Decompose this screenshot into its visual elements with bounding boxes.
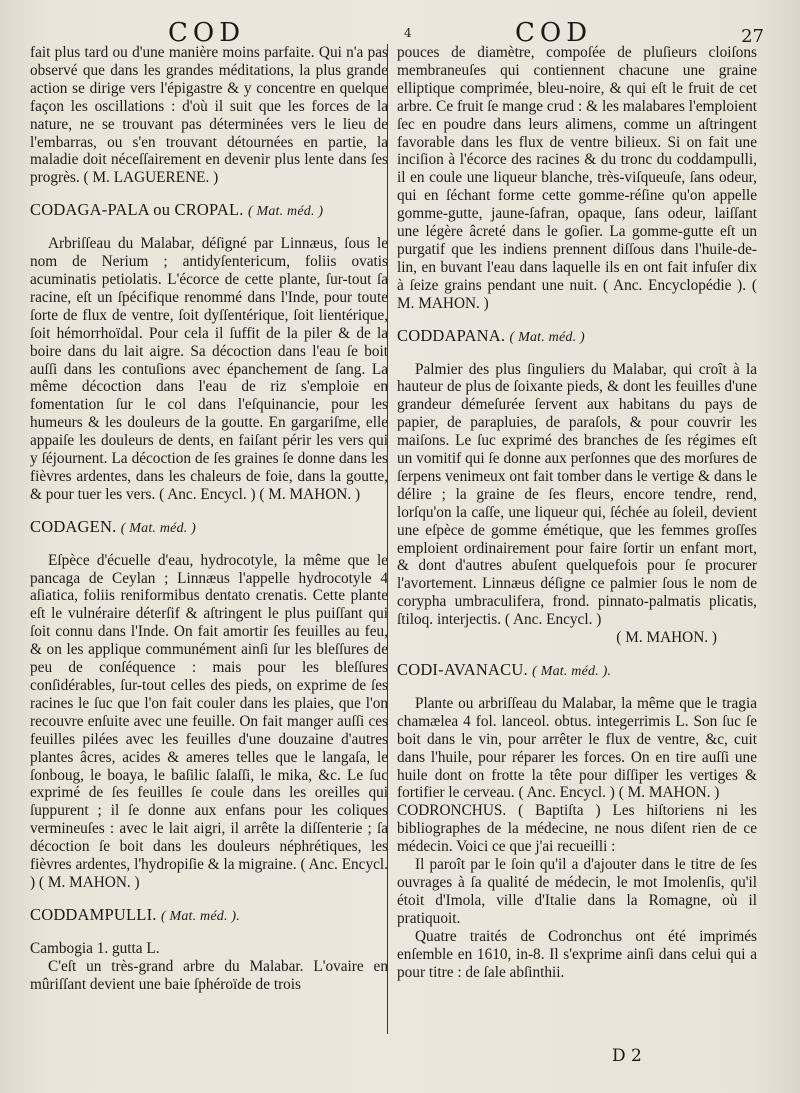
running-head-right: COD: [515, 18, 593, 48]
entry-heading: [397, 327, 757, 347]
entry-paragraph: Plante ou arbriſſeau du Malabar, la même que le tragia chamælea 4 fol. lanceol. obtus. integerrimis L. Son ſuc ſe boit dans le vin, pour arrêter le flux de ventre, &c, cuit dans l'huile, pour réparer les forces. On en tire auſſi une huile dont on frotte la tête pour diſſiper les vertiges & fortifier le cerveau. ( Anc. Encycl. ) ( M. MAHON. ): [397, 694, 757, 802]
right-column: [397, 44, 757, 981]
entry-paragraph: Il paroît par le ſoin qu'il a d'ajouter dans le titre de ſes ouvrages à ſa qualité de médecin, le mot Imolenſis, qu'il étoit d'Imola, ville d'Italie dans la Romagne, où il pratiquoit.: [397, 856, 757, 927]
entry-category: ( Mat. méd. ): [509, 329, 585, 345]
entry-paragraph: CODRONCHUS. ( Baptiſta ) Les hiſtoriens ni les bibliographes de la médecine, ne nous diſent rien de ce médecin. Voici ce que j'ai recueilli :: [397, 802, 757, 856]
entry-paragraph: Palmier des plus ſinguliers du Malabar, qui croît à la hauteur de plus de ſoixante pieds, & dont les feuilles d'une grandeur démeſurée ſervent aux habitans du pays de papier, de parapluies, de paraſols, & pour couvrir les maiſons. Le ſuc exprimé des branches de ſes régimes eſt un vomitif qui ſe donne aux perſonnes que des morſures de ſerpens venimeux ont fait tomber dans le vertige & dans le délire ; la graine de ſes fleurs, encore tendre, rend, lorſqu'on la caſſe, une liqueur qui, ſéchée au ſoleil, devient une eſpèce de gomme émétique, que les femmes groſſes emploient ordinairement pour faire ſortir un enfant mort, & dont d'autres abuſent quelquefois pour ſe procurer l'avortement. Linnæus déſigne ce palmier ſous le nom de corypha umbraculifera, frond. pinnato-palmatis plicatis, ſtiloq. interjectis. ( Anc. Encycl. ): [397, 360, 757, 629]
entry-heading: [397, 661, 757, 681]
entry-paragraph: Arbriſſeau du Malabar, déſigné par Linnæus, ſous le nom de Nerium ; antidyſentericum, foliis ovatis acuminatis petiolatis. L'écorce de cette plante, ſur-tout ſa racine, eſt un ſpécifique renommé dans l'Inde, pour toute ſorte de flux de ventre, ſoit dyſſentérique, ſoit lientérique, ſoit hémorrhoïdal. Pour cela il ſuffit de la piler & de la boire dans du lait aigre. Sa décoction dans l'eau ſe boit auſſi dans les contuſions avec épanchement de ſang. La même décoction dans l'eau de riz s'emploie en fomentation ſur le col dans l'eſquinancie, pour les humeurs & les douleurs de la goutte. En gargariſme, elle appaiſe les douleurs de dents, en faiſant périr les vers qui y ſéjournent. La décoction de ſes graines ſe donne dans les fièvres ardentes, dans les chaleurs de foie, dans la goutte, & pour tuer les vers. ( Anc. Encycl. ) ( M. MAHON. ): [30, 235, 388, 503]
running-head-mark: 4: [404, 26, 412, 40]
entry-title: CODDAMPULLI.: [30, 904, 157, 924]
entry-category: ( Mat. méd. ): [247, 204, 324, 220]
entry-title: CODAGEN.: [30, 516, 117, 536]
entry-title: CODI-AVANACU.: [397, 660, 528, 679]
entry-heading: [30, 518, 388, 538]
entry-paragraph: pouces de diamètre, compoſée de pluſieurs cloiſons membraneuſes qui contiennent chacune une graine elliptique comprimée, bleu-noire, & qui eſt le fruit de cet arbre. Ce fruit ſe mange crud : & les malabares l'emploient ſec en poudre dans leurs alimens, comme un aſtringent favorable dans les flux de ventre bilieux. Si on fait une inciſion à l'écorce des racines & du tronc du coddampulli, il en coule une liqueur blanche, très-viſqueuſe, ſans odeur, qui en ſéchant forme cette gomme-réſine qu'on appelle gomme-gutte, jaune-ſafran, opaque, ſans odeur, laiſſant une légère âcreté dans le goſier. La gomme-gutte eſt un purgatif que les indiens prennent diſſous dans l'huile-de-lin, en buvant l'eau dans laquelle ils en ont fait infuſer dix à ſeize grains pendant une nuit. ( Anc. Encyclopédie ). ( M. MAHON. ): [397, 44, 757, 312]
entry-paragraph: Eſpèce d'écuelle d'eau, hydrocotyle, la même que le pancaga de Ceylan ; Linnæus l'appelle hydrocotyle 4 aſiatica, foliis reniformibus dentato crenatis. Cette plante eſt le vulnéraire déterſif & aſtringent le plus puiſſant qui ſoit connu dans l'Inde. On fait amortir ſes feuilles au feu, & on les applique communément ainſi ſur les bleſſures de peu de conſéquence : mais pour les bleſſures conſidérables, ſur-tout celles des pieds, on exprime de ſes racines le ſuc que l'on fait couler dans les plaies, que l'on recouvre enſuite avec une feuille. On fait manger auſſi ces feuilles pilées avec les feuilles d'une douzaine d'autres plantes âcres, acides & ameres telles que le langaſa, le ſonboug, le boaya, le baſilic ſalaſſi, le mika, &c. Le ſuc exprimé de ſes feuilles ſe coule dans les oreilles qui ſuppurent ; il ſe donne aux enfans pour les coliques vermineuſes : avec le lait aigri, il arrête la diſſenterie ; ſa décoction ſe boit dans les douleurs néphrétiques, les fièvres ardentes, l'hydropiſie & la migraine. ( Anc. Encycl. ) ( M. MAHON. ): [30, 551, 388, 891]
entry-heading: [30, 906, 388, 926]
page-number: 27: [741, 26, 764, 47]
entry-category: ( Mat. méd. ): [120, 520, 197, 536]
entry-paragraph: ( M. MAHON. ): [616, 629, 717, 647]
entry-paragraph: fait plus tard ou d'une manière moins parfaite. Qui n'a pas observé que dans les grandes méditations, la plus grande action se dirige vers l'épigastre & y concentre en quelque façon les oscillations : d'où il suit que les forces de la nature, ne se trouvant pas déterminées vers le lieu de l'embarras, ou s'en trouvant détournées en partie, la maladie doit néceſſairement en devenir plus lente dans ſes progrès. ( M. LAGUERENE. ): [30, 44, 388, 187]
entry-heading: [30, 201, 388, 221]
column-rule: [387, 44, 388, 1034]
entry-paragraph: C'eſt un très-grand arbre du Malabar. L'ovaire en mûriſſant devient une baie ſphéroïde de trois: [30, 957, 388, 993]
entry-category: ( Mat. méd. ).: [160, 908, 240, 924]
running-head-left: COD: [168, 18, 246, 48]
entry-paragraph: Quatre traités de Codronchus ont été imprimés enſemble en 1610, in-8. Il s'exprime ainſi dans celui qui a pour titre : de ſale abſinthii.: [397, 927, 757, 981]
entry-category: ( Mat. méd. ).: [532, 664, 612, 679]
catchword: D 2: [612, 1046, 642, 1066]
entry-title: CODAGA-PALA ou CROPAL.: [30, 200, 244, 220]
entry-title: CODDAPANA.: [397, 325, 506, 345]
left-column: [30, 44, 388, 994]
entry-paragraph: Cambogia 1. gutta L.: [30, 939, 160, 957]
